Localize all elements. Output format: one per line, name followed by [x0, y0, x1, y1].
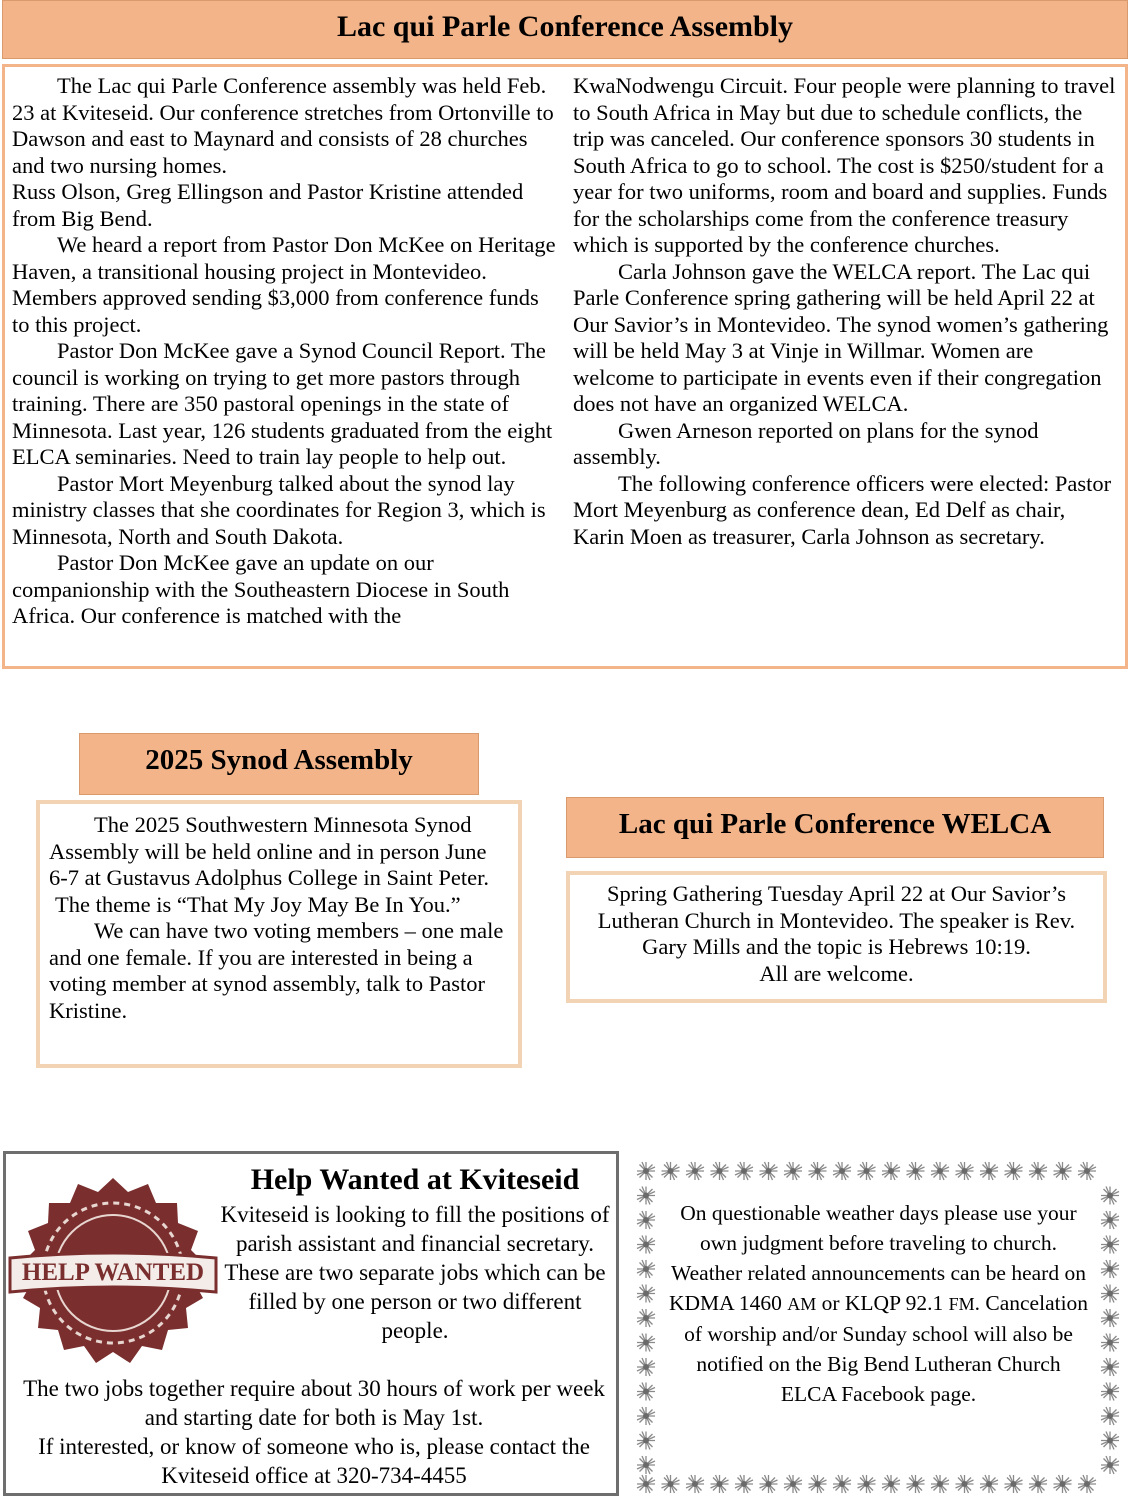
snowflake-icon	[907, 1162, 925, 1180]
snowflake-icon	[637, 1383, 655, 1401]
snowflake-icon	[1101, 1211, 1119, 1229]
fm-label: FM	[948, 1294, 975, 1314]
snowflake-icon	[1101, 1383, 1119, 1401]
snowflake-icon	[637, 1285, 655, 1303]
snowflake-icon	[637, 1162, 655, 1180]
article-paragraph: Pastor Don McKee gave a Synod Council Report. The council is working on trying to get more pastors through training. There are 350 pastoral openings in the state of Minnesota. Last year, 126 students graduated from the eight ELCA seminaries. Need to train lay people to help out.	[12, 338, 553, 469]
snowflake-icon	[1101, 1309, 1119, 1327]
help-line: The two jobs together require about 30 hours of work per week and starting date for both is May 1st.	[23, 1376, 605, 1430]
snowflake-icon	[809, 1162, 827, 1180]
snowflake-icon	[760, 1162, 778, 1180]
snowflake-icon	[686, 1475, 704, 1493]
snowflake-icon	[1005, 1475, 1023, 1493]
snowflake-icon	[735, 1162, 753, 1180]
snowflake-icon	[1029, 1162, 1047, 1180]
snowflake-icon	[956, 1162, 974, 1180]
snowflake-icon	[907, 1475, 925, 1493]
snowflake-icon	[711, 1162, 729, 1180]
help-wanted-box	[3, 1151, 619, 1496]
synod-paragraph: The 2025 Southwestern Minnesota Synod Assembly will be held online and in person June 6-7 at Gustavus Adolphus College in Saint Peter.	[49, 812, 489, 890]
weather-notice	[666, 1198, 1091, 1409]
snowflake-icon	[809, 1475, 827, 1493]
conference-assembly-header	[2, 0, 1128, 59]
article-paragraph: Russ Olson, Greg Ellingson and Pastor Kristine attended from Big Bend.	[12, 179, 524, 231]
help-wanted-title: Help Wanted at Kviteseid	[250, 1163, 580, 1196]
snowflake-icon	[1005, 1162, 1023, 1180]
article-paragraph: The following conference officers were elected: Pastor Mort Meyenburg as conference dean, Ed Delf as chair, Karin Moen as treasurer, Carla Johnson as secretary.	[573, 470, 1112, 549]
article-paragraph: The Lac qui Parle Conference assembly was held Feb. 23 at Kviteseid. Our conference stretches from Ortonville to Dawson and east to Maynard and consists of 28 churches and two nursing homes.	[12, 73, 554, 178]
synod-assembly-box	[36, 800, 522, 1068]
snowflake-icon	[1054, 1162, 1072, 1180]
welca-title: Lac qui Parle Conference WELCA	[618, 808, 1052, 840]
synod-paragraph: We can have two voting members – one male and one female. If you are interested in being a voting member at synod assembly, talk to Pastor Kristine.	[49, 918, 504, 1023]
help-wanted-text	[220, 1200, 610, 1345]
snowflake-icon	[1101, 1432, 1119, 1450]
snowflake-icon	[637, 1187, 655, 1205]
snowflake-icon	[662, 1475, 680, 1493]
article-paragraph: Pastor Mort Meyenburg talked about the synod lay ministry classes that she coordinates for Region 3, which is Minnesota, North and South Dakota.	[12, 470, 546, 549]
article-paragraph: Carla Johnson gave the WELCA report. The Lac qui Parle Conference spring gathering will be held April 22 at Our Savior’s in Montevideo. The synod women’s gathering will be held May 3 at Vinje in Willmar. Women are welcome to participate in events even if their congregation does not have an organized WELCA.	[573, 258, 1109, 416]
welca-closing: All are welcome.	[759, 960, 914, 986]
snowflake-icon	[1054, 1475, 1072, 1493]
synod-assembly-title: 2025 Synod Assembly	[145, 744, 413, 776]
help-line: If interested, or know of someone who is, please contact the Kviteseid office at 320-734-4455	[38, 1434, 590, 1488]
snowflake-icon	[980, 1475, 998, 1493]
weather-text-3: . Cancelation of worship and/or Sunday school will also be notified on the Big Bend Lutheran Church ELCA Facebook page.	[684, 1291, 1089, 1406]
weather-text-1: On questionable weather days please use your own judgment before traveling to church. Weather related announcements can be heard on KDMA 1460	[668, 1201, 1086, 1315]
synod-theme: The theme is “That My Joy May Be In You.”	[55, 891, 461, 917]
snowflake-icon	[1078, 1475, 1096, 1493]
snowflake-icon	[1029, 1475, 1047, 1493]
help-line: These are two separate jobs which can be filled by one person or two different people.	[224, 1260, 606, 1343]
help-wanted-text	[14, 1374, 614, 1490]
article-paragraph: KwaNodwengu Circuit. Four people were planning to travel to South Africa in May but due to schedule conflicts, the trip was canceled. Our conference sponsors 30 students in South Africa to go to school. The cost is $250/student for a year for two uniforms, room and board and supplies. Funds for the scholarships come from the conference treasury which is supported by the conference churches.	[573, 73, 1116, 257]
snowflake-icon	[1101, 1187, 1119, 1205]
article-paragraph: Pastor Don McKee gave an update on our companionship with the Southeastern Diocese in South Africa. Our conference is matched with the	[12, 550, 510, 628]
snowflake-icon	[1078, 1162, 1096, 1180]
snowflake-icon	[931, 1475, 949, 1493]
snowflake-icon	[980, 1162, 998, 1180]
snowflake-icon	[784, 1162, 802, 1180]
snowflake-icon	[637, 1456, 655, 1474]
snowflake-icon	[711, 1475, 729, 1493]
snowflake-icon	[637, 1211, 655, 1229]
snowflake-icon	[1101, 1334, 1119, 1352]
snowflake-icon	[858, 1162, 876, 1180]
snowflake-icon	[1101, 1407, 1119, 1425]
synod-assembly-header	[79, 733, 479, 795]
weather-text-2: or KLQP 92.1	[821, 1291, 944, 1315]
snowflake-icon	[637, 1260, 655, 1278]
welca-text: Spring Gathering Tuesday April 22 at Our Savior’s Lutheran Church in Montevideo. The speaker is Rev. Gary Mills and the topic is Hebrews 10:19.	[597, 881, 1076, 959]
snowflake-icon	[931, 1162, 949, 1180]
help-line: Kviteseid is looking to fill the positions of parish assistant and financial secretary.	[220, 1202, 610, 1256]
snowflake-icon	[637, 1334, 655, 1352]
snowflake-icon	[637, 1475, 655, 1493]
welca-header	[566, 797, 1104, 858]
welca-box	[566, 871, 1107, 1003]
snowflake-icon	[637, 1309, 655, 1327]
snowflake-icon	[956, 1475, 974, 1493]
snowflake-icon	[637, 1432, 655, 1450]
snowflake-icon	[1101, 1358, 1119, 1376]
help-wanted-stamp-icon	[8, 1170, 218, 1380]
snowflake-icon	[1101, 1456, 1119, 1474]
snowflake-icon	[858, 1475, 876, 1493]
snowflake-icon	[735, 1475, 753, 1493]
article-paragraph: We heard a report from Pastor Don McKee on Heritage Haven, a transitional housing project in Montevideo. Members approved sending $3,000 from conference funds to this project.	[12, 232, 556, 337]
snowflake-icon	[833, 1475, 851, 1493]
snowflake-icon	[1101, 1260, 1119, 1278]
snowflake-icon	[637, 1358, 655, 1376]
article-right-column	[573, 73, 1118, 550]
snowflake-icon	[882, 1162, 900, 1180]
snowflake-icon	[686, 1162, 704, 1180]
snowflake-icon	[637, 1236, 655, 1254]
snowflake-icon	[662, 1162, 680, 1180]
snowflake-icon	[784, 1475, 802, 1493]
conference-assembly-title: Lac qui Parle Conference Assembly	[336, 10, 794, 43]
am-label: AM	[787, 1294, 817, 1314]
snowflake-icon	[833, 1162, 851, 1180]
snowflake-icon	[760, 1475, 778, 1493]
conference-assembly-article	[2, 64, 1128, 669]
snowflake-icon	[637, 1407, 655, 1425]
article-paragraph: Gwen Arneson reported on plans for the synod assembly.	[573, 417, 1039, 469]
snowflake-icon	[1101, 1285, 1119, 1303]
snowflake-icon	[1101, 1236, 1119, 1254]
article-left-column	[12, 73, 557, 630]
snowflake-icon	[882, 1475, 900, 1493]
stamp-label: HELP WANTED	[21, 1259, 205, 1286]
